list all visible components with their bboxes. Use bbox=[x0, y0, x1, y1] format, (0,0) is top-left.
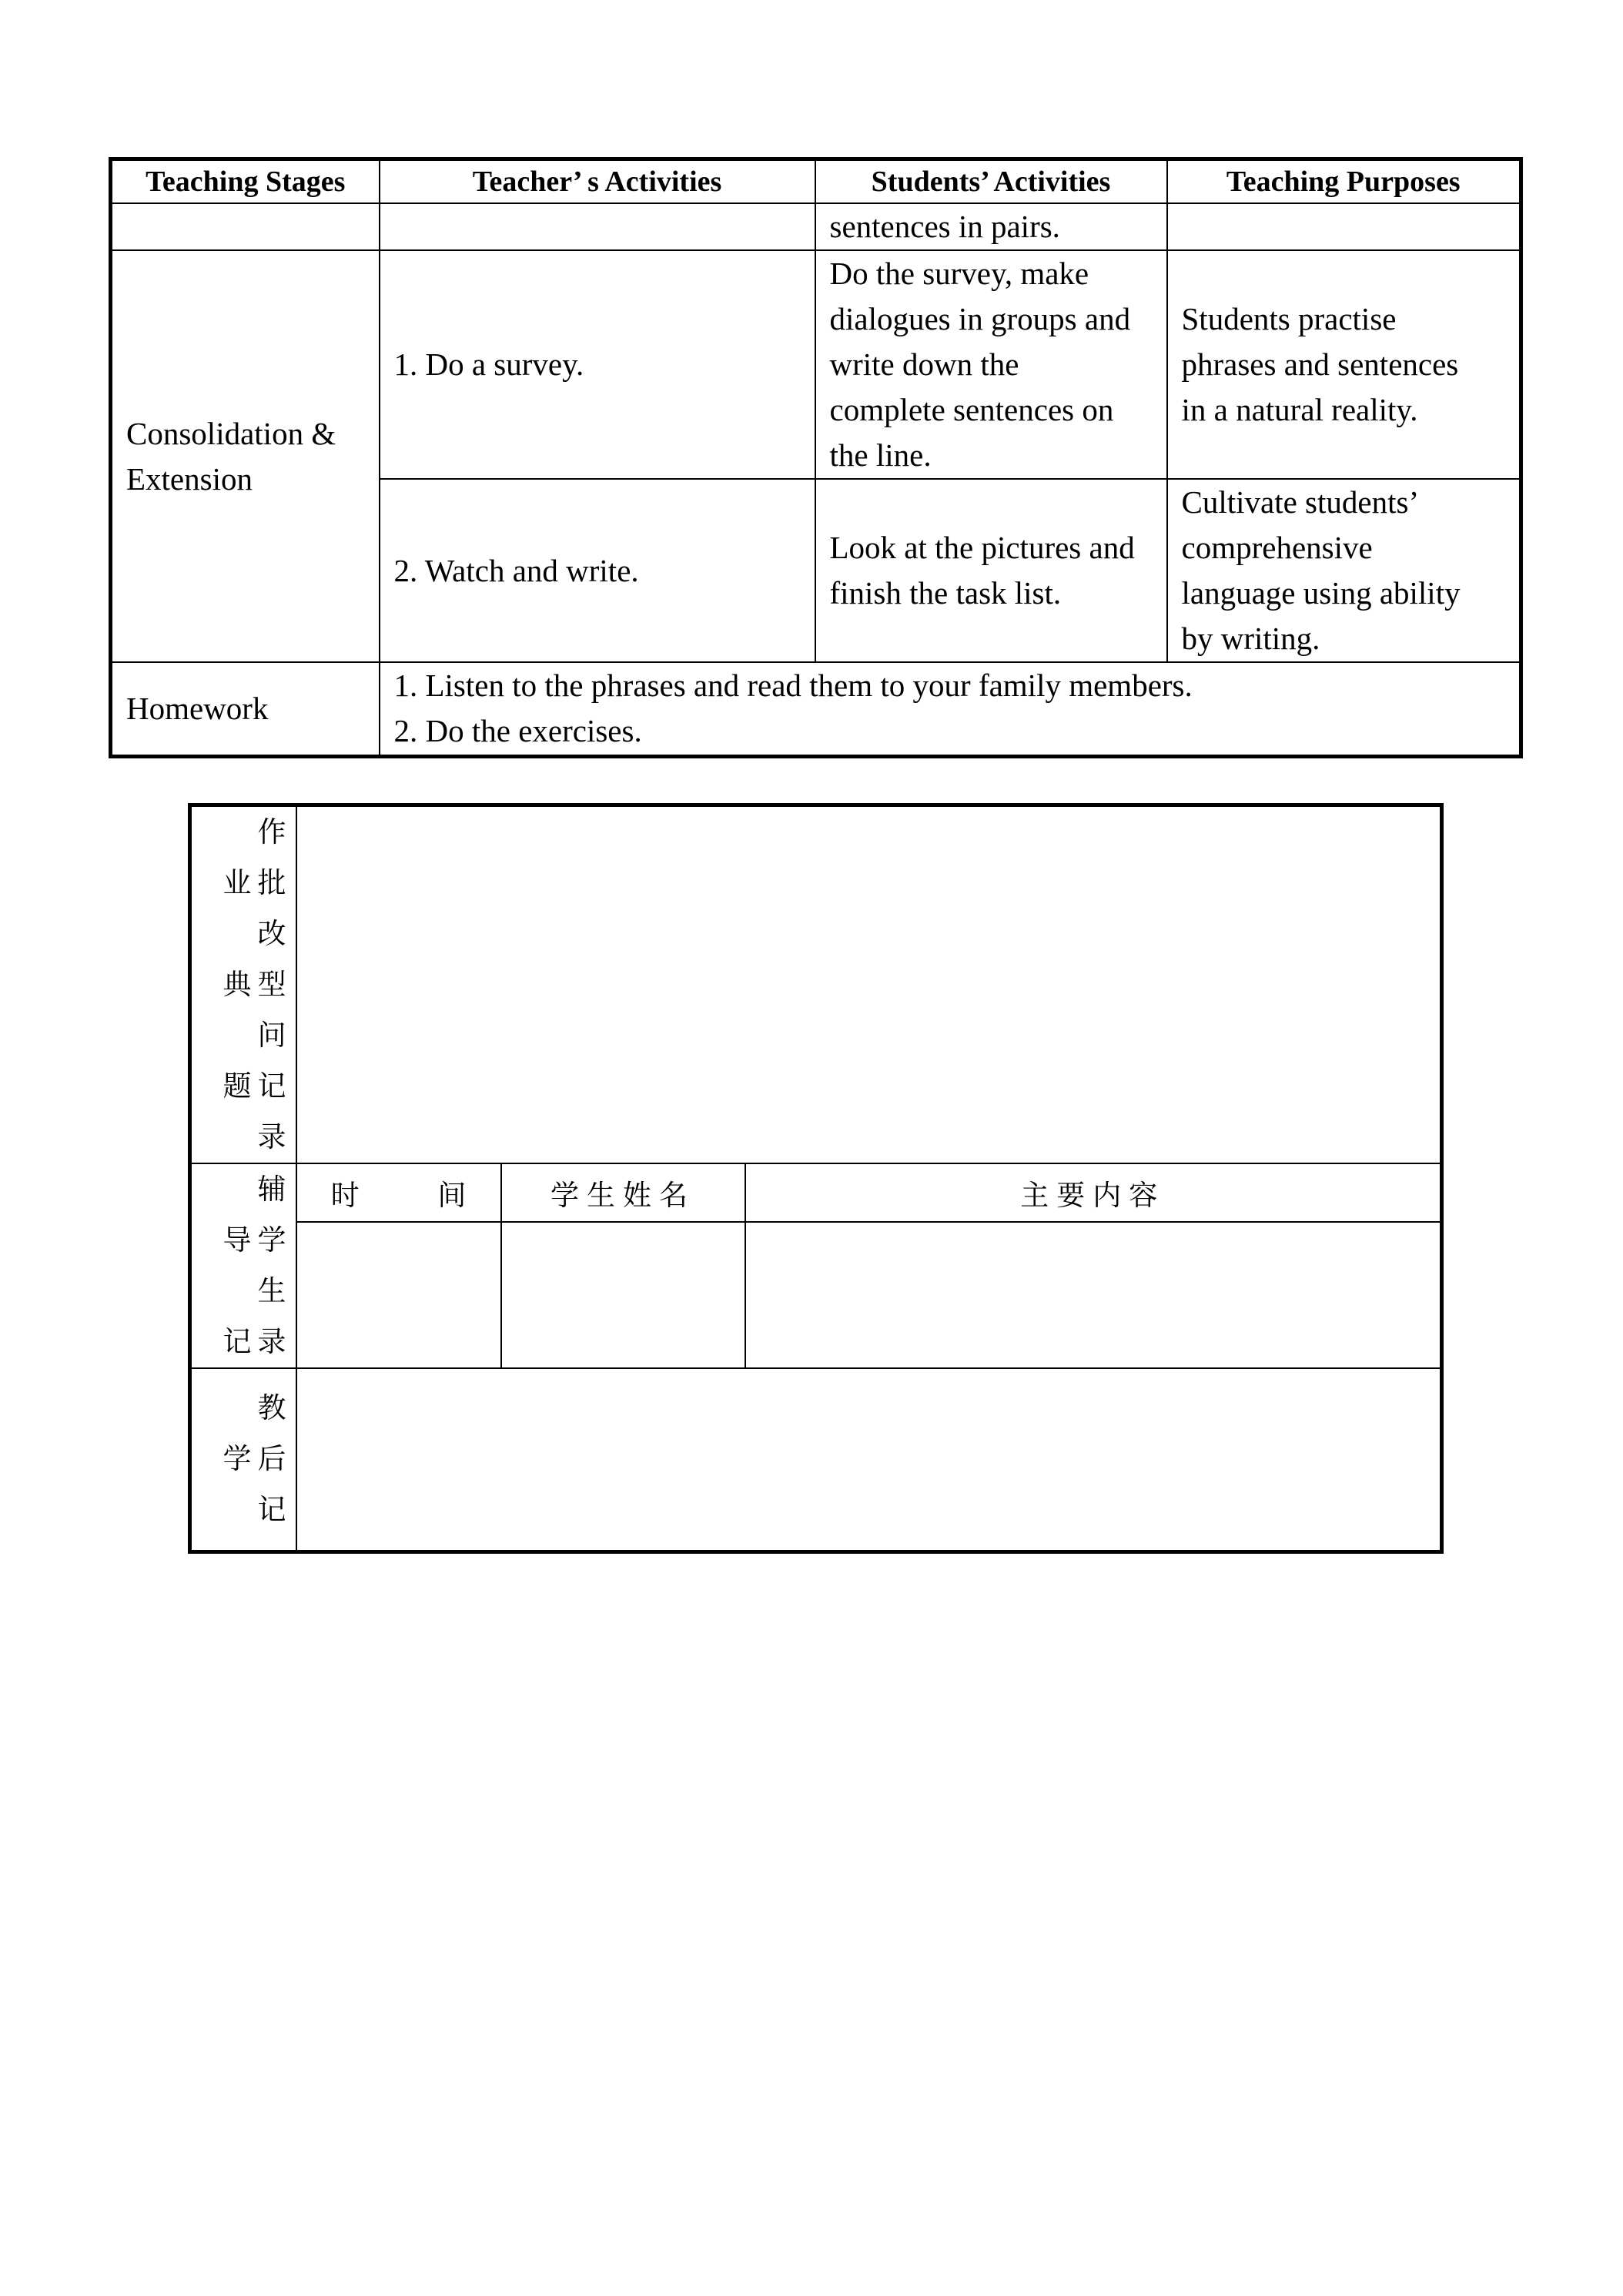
survey-purpose: Students practise phrases and sentences in a natural reality. bbox=[1167, 250, 1521, 479]
reflection-row bbox=[190, 1368, 1442, 1551]
teaching-record-table bbox=[188, 803, 1444, 1554]
tutoring-entry-row bbox=[190, 1222, 1442, 1368]
watch-teacher: 2. Watch and write. bbox=[380, 479, 815, 662]
header-students-activities: Students’ Activities bbox=[815, 159, 1167, 204]
survey-row bbox=[111, 250, 1521, 479]
continuation-stage bbox=[111, 203, 380, 250]
watch-students: Look at the pictures and finish the task list. bbox=[815, 479, 1167, 662]
homework-items bbox=[380, 662, 1521, 756]
header-teacher-activities: Teacher’ s Activities bbox=[380, 159, 815, 204]
header-row bbox=[111, 159, 1521, 204]
tutoring-header-row bbox=[190, 1163, 1442, 1222]
lesson-plan-table bbox=[109, 157, 1523, 758]
reflection-content bbox=[296, 1368, 1442, 1551]
consolidation-stage: Consolidation & Extension bbox=[111, 250, 380, 662]
homework-stage: Homework bbox=[111, 662, 380, 756]
continuation-teacher bbox=[380, 203, 815, 250]
header-teaching-stages: Teaching Stages bbox=[111, 159, 380, 204]
homework-issues-row bbox=[190, 805, 1442, 1164]
homework-item: 2. Do the exercises. bbox=[393, 713, 642, 749]
homework-item: 1. Listen to the phrases and read them to your family members. bbox=[393, 668, 1193, 704]
tutoring-label: 辅 导学生 记录 bbox=[190, 1163, 296, 1368]
tutoring-main-content-cell bbox=[745, 1222, 1442, 1368]
tutoring-header-time: 时 间 bbox=[296, 1163, 501, 1222]
continuation-row bbox=[111, 203, 1521, 250]
header-teaching-purposes: Teaching Purposes bbox=[1167, 159, 1521, 204]
homework-issues-label: 作 业批改 典型问 题记录 bbox=[190, 805, 296, 1164]
survey-teacher: 1. Do a survey. bbox=[380, 250, 815, 479]
homework-row bbox=[111, 662, 1521, 756]
tutoring-student-name-cell bbox=[501, 1222, 745, 1368]
tutoring-header-main-content: 主要内容 bbox=[745, 1163, 1442, 1222]
reflection-label: 教 学后记 bbox=[190, 1368, 296, 1551]
continuation-students: sentences in pairs. bbox=[815, 203, 1167, 250]
homework-issues-content bbox=[296, 805, 1442, 1164]
watch-purpose: Cultivate students’ comprehensive language using ability by writing. bbox=[1167, 479, 1521, 662]
tutoring-time-cell bbox=[296, 1222, 501, 1368]
tutoring-header-student-name: 学生姓名 bbox=[501, 1163, 745, 1222]
survey-students: Do the survey, make dialogues in groups and write down the complete sentences on the line. bbox=[815, 250, 1167, 479]
continuation-purpose bbox=[1167, 203, 1521, 250]
